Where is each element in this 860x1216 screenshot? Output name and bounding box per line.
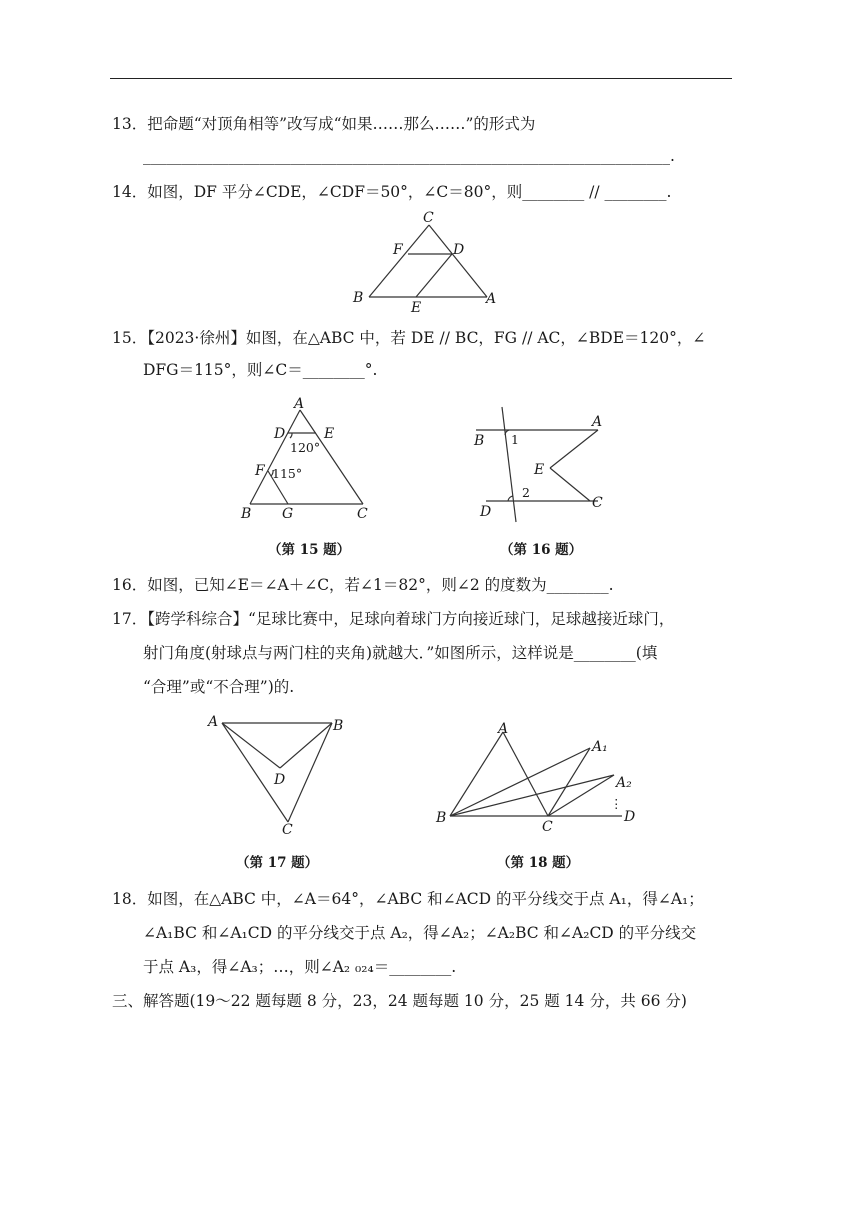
- q15-line2: DFG＝115°，则∠C＝________°.: [143, 361, 378, 379]
- header-rule: [110, 78, 732, 79]
- q16-angle-arc-2: [508, 496, 513, 501]
- q18-line-CA2: [548, 775, 614, 816]
- q15-caption: （第 15 题）: [268, 542, 351, 558]
- q18-label-C: C: [542, 819, 553, 834]
- q18-line-BA2: [450, 775, 614, 816]
- q18-line-AC: [503, 732, 548, 816]
- q18-line1: 18．如图，在△ABC 中，∠A＝64°，∠ABC 和∠ACD 的平分线交于点 A₁，得∠A₁；: [112, 890, 704, 908]
- q17-label-A: A: [208, 714, 219, 730]
- q16-transversal: [502, 407, 516, 522]
- q17-line-BD: [280, 723, 332, 768]
- q15-label-B: B: [241, 506, 252, 522]
- q15-label-A: A: [294, 396, 305, 412]
- q15-label-E: E: [324, 426, 335, 442]
- q18-line2: ∠A₁BC 和∠A₁CD 的平分线交于点 A₂，得∠A₂；∠A₂BC 和∠A₂CD 的平分线交: [143, 924, 697, 942]
- q18-label-A2: A₂: [616, 775, 632, 791]
- q15-line-AC: [300, 410, 363, 504]
- q16-label-A: A: [592, 414, 603, 430]
- q18-label-A1: A₁: [592, 739, 608, 755]
- section3-title: 三、解答题(19～22 题每题 8 分，23，24 题每题 10 分，25 题 14 分，共 66 分): [112, 992, 687, 1010]
- q17-label-C: C: [282, 822, 293, 838]
- q14-label-C: C: [423, 210, 434, 226]
- q14-label-E: E: [411, 300, 422, 316]
- q18-figure: [432, 712, 644, 834]
- q14-line-BC: [369, 225, 429, 297]
- q16-line1: 16．如图，已知∠E＝∠A＋∠C，若∠1＝82°，则∠2 的度数为________.: [112, 576, 614, 594]
- q14-figure: [345, 208, 505, 316]
- q13-line1: 13．把命题“对顶角相等”改写成“如果……那么……”的形式为: [112, 115, 536, 133]
- q16-line-EC: [550, 468, 590, 501]
- q14-label-F: F: [393, 242, 403, 258]
- q18-label-dots: ⋮: [610, 796, 623, 811]
- q18-label-B: B: [436, 810, 447, 826]
- q17-label-B: B: [333, 718, 344, 734]
- q14-line-DE: [416, 254, 452, 297]
- q18-label-D: D: [624, 809, 636, 825]
- q15-label-F: F: [255, 463, 265, 479]
- q18-label-A: A: [498, 721, 509, 737]
- q15-label-C: C: [357, 506, 368, 522]
- q17-line2: 射门角度(射球点与两门柱的夹角)就越大．”如图所示，这样说是________(填: [143, 644, 658, 662]
- q17-line3: “合理”或“不合理”)的.: [143, 678, 295, 696]
- q18-caption: （第 18 题）: [497, 855, 580, 871]
- q17-figure: [202, 710, 352, 838]
- q17-line-BC: [288, 723, 332, 822]
- q17-line1: 17．【跨学科综合】“足球比赛中，足球向着球门方向接近球门，足球越接近球门，: [112, 610, 675, 628]
- q16-label-C: C: [592, 495, 603, 511]
- q14-label-B: B: [353, 290, 364, 306]
- q16-label-1: 1: [511, 432, 519, 447]
- q14-line-CA: [429, 225, 487, 297]
- q15-line-AB: [250, 410, 303, 504]
- q16-line-AE: [550, 430, 598, 468]
- q15-label-D: D: [274, 426, 286, 442]
- q15-angle-arc-D: [290, 433, 292, 438]
- q16-caption: （第 16 题）: [500, 542, 583, 558]
- q16-label-D: D: [480, 504, 492, 520]
- q18-line3: 于点 A₃，得∠A₃；…，则∠A₂ ₀₂₄＝________.: [143, 958, 457, 976]
- q15-figure: [238, 394, 384, 524]
- q16-label-2: 2: [522, 485, 530, 500]
- q17-line-AD: [222, 723, 280, 768]
- q15-line1: 15．【2023·徐州】如图，在△ABC 中，若 DE // BC，FG // AC，∠BDE＝120°，∠: [112, 329, 706, 347]
- q16-label-E: E: [534, 462, 545, 478]
- q14-line1: 14．如图，DF 平分∠CDE，∠CDF＝50°，∠C＝80°，则________ // ________.: [112, 183, 672, 201]
- q16-angle-arc-1: [505, 430, 509, 435]
- q15-label-G: G: [282, 506, 294, 522]
- q16-figure: [468, 404, 612, 526]
- q14-label-A: A: [486, 291, 497, 307]
- q17-caption: （第 17 题）: [236, 855, 319, 871]
- q15-label-angle-120: 120°: [290, 440, 321, 455]
- q13-answer-blank: ____________________________________________________________________.: [143, 147, 675, 165]
- q15-label-angle-115: 115°: [272, 466, 303, 481]
- q14-label-D: D: [453, 242, 465, 258]
- q16-label-B: B: [474, 433, 485, 449]
- q17-label-D: D: [274, 772, 286, 788]
